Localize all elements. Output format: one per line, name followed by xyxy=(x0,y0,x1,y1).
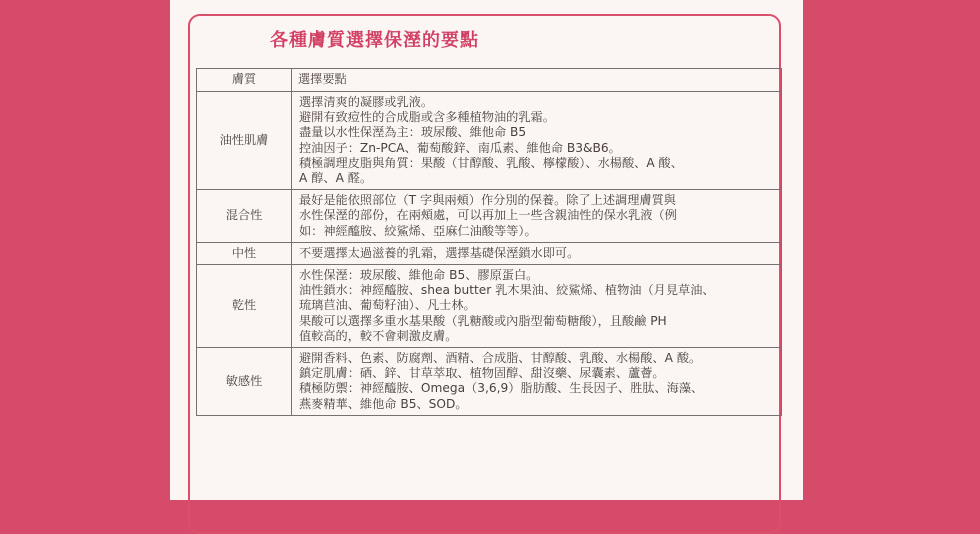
text-line: 如：神經醯胺、絞鯊烯、亞麻仁油酸等等）。 xyxy=(299,223,537,238)
table-row xyxy=(197,348,782,416)
key-points-cell xyxy=(292,92,782,190)
text-line: 避開香料、色素、防腐劑、酒精、合成脂、甘醇酸、乳酸、水楊酸、A 酸。 xyxy=(299,351,702,366)
header-key-points: 選擇要點 xyxy=(292,69,782,92)
text-line: 盡量以水性保溼為主：玻尿酸、維他命 B5 xyxy=(299,125,527,140)
text-line: 果酸可以選擇多重水基果酸（乳糖酸或內脂型葡萄糖酸），且酸鹼 PH xyxy=(299,313,667,328)
skin-type-cell: 乾性 xyxy=(197,265,292,348)
table-row xyxy=(197,242,782,264)
key-points-cell xyxy=(292,265,782,348)
text-line: 最好是能依照部位（T 字與兩頰）作分別的保養。除了上述調理膚質與 xyxy=(299,193,676,208)
text-line: 鎮定肌膚：硒、鋅、甘草萃取、植物固醇、甜沒藥、尿囊素、蘆薈。 xyxy=(299,366,665,381)
text-line: 值較高的，較不會刺激皮膚。 xyxy=(299,328,458,343)
key-points-cell xyxy=(292,190,782,243)
table-row xyxy=(197,92,782,190)
text-line: 控油因子：Zn-PCA、葡萄酸鋅、南瓜素、維他命 B3&B6。 xyxy=(299,140,621,155)
text-line: 水性保溼：玻尿酸、維他命 B5、膠原蛋白。 xyxy=(299,268,539,283)
text-line: 積極調理皮脂與角質：果酸（甘醇酸、乳酸、檸檬酸）、水楊酸、A 酸、 xyxy=(299,155,683,170)
key-points-cell xyxy=(292,348,782,416)
document-page xyxy=(170,0,803,500)
text-line: 選擇清爽的凝膠或乳液。 xyxy=(299,95,434,109)
skin-care-table xyxy=(196,68,782,416)
table-row xyxy=(197,265,782,348)
text-line: 油性鎖水：神經醯胺、shea butter 乳木果油、絞鯊烯、植物油（月見草油、 xyxy=(299,283,715,298)
header-skin-type: 膚質 xyxy=(197,69,292,92)
table-header-row xyxy=(197,69,782,92)
skin-type-cell: 混合性 xyxy=(197,190,292,243)
text-line: 琉璃苣油、葡萄籽油）、凡士林。 xyxy=(299,298,476,313)
skin-type-cell: 油性肌膚 xyxy=(197,92,292,190)
text-line: 不要選擇太過滋養的乳霜，選擇基礎保溼鎖水即可。 xyxy=(299,245,580,260)
skin-type-cell: 敏感性 xyxy=(197,348,292,416)
key-points-cell xyxy=(292,242,782,264)
page-title: 各種膚質選擇保溼的要點 xyxy=(270,30,479,51)
text-line: 水性保溼的部份，在兩頰處，可以再加上一些含親油性的保水乳液（例 xyxy=(299,208,677,223)
text-line: 避開有致痘性的合成脂或含多種植物油的乳霜。 xyxy=(299,110,555,125)
text-line: A 醇、A 醛。 xyxy=(299,171,373,186)
text-line: 燕麥精華、維他命 B5、SOD。 xyxy=(299,396,468,411)
text-line: 積極防禦：神經醯胺、Omega（3,6,9）脂肪酸、生長因子、胜肽、海藻、 xyxy=(299,381,704,396)
table-row xyxy=(197,190,782,243)
skin-type-cell: 中性 xyxy=(197,242,292,264)
